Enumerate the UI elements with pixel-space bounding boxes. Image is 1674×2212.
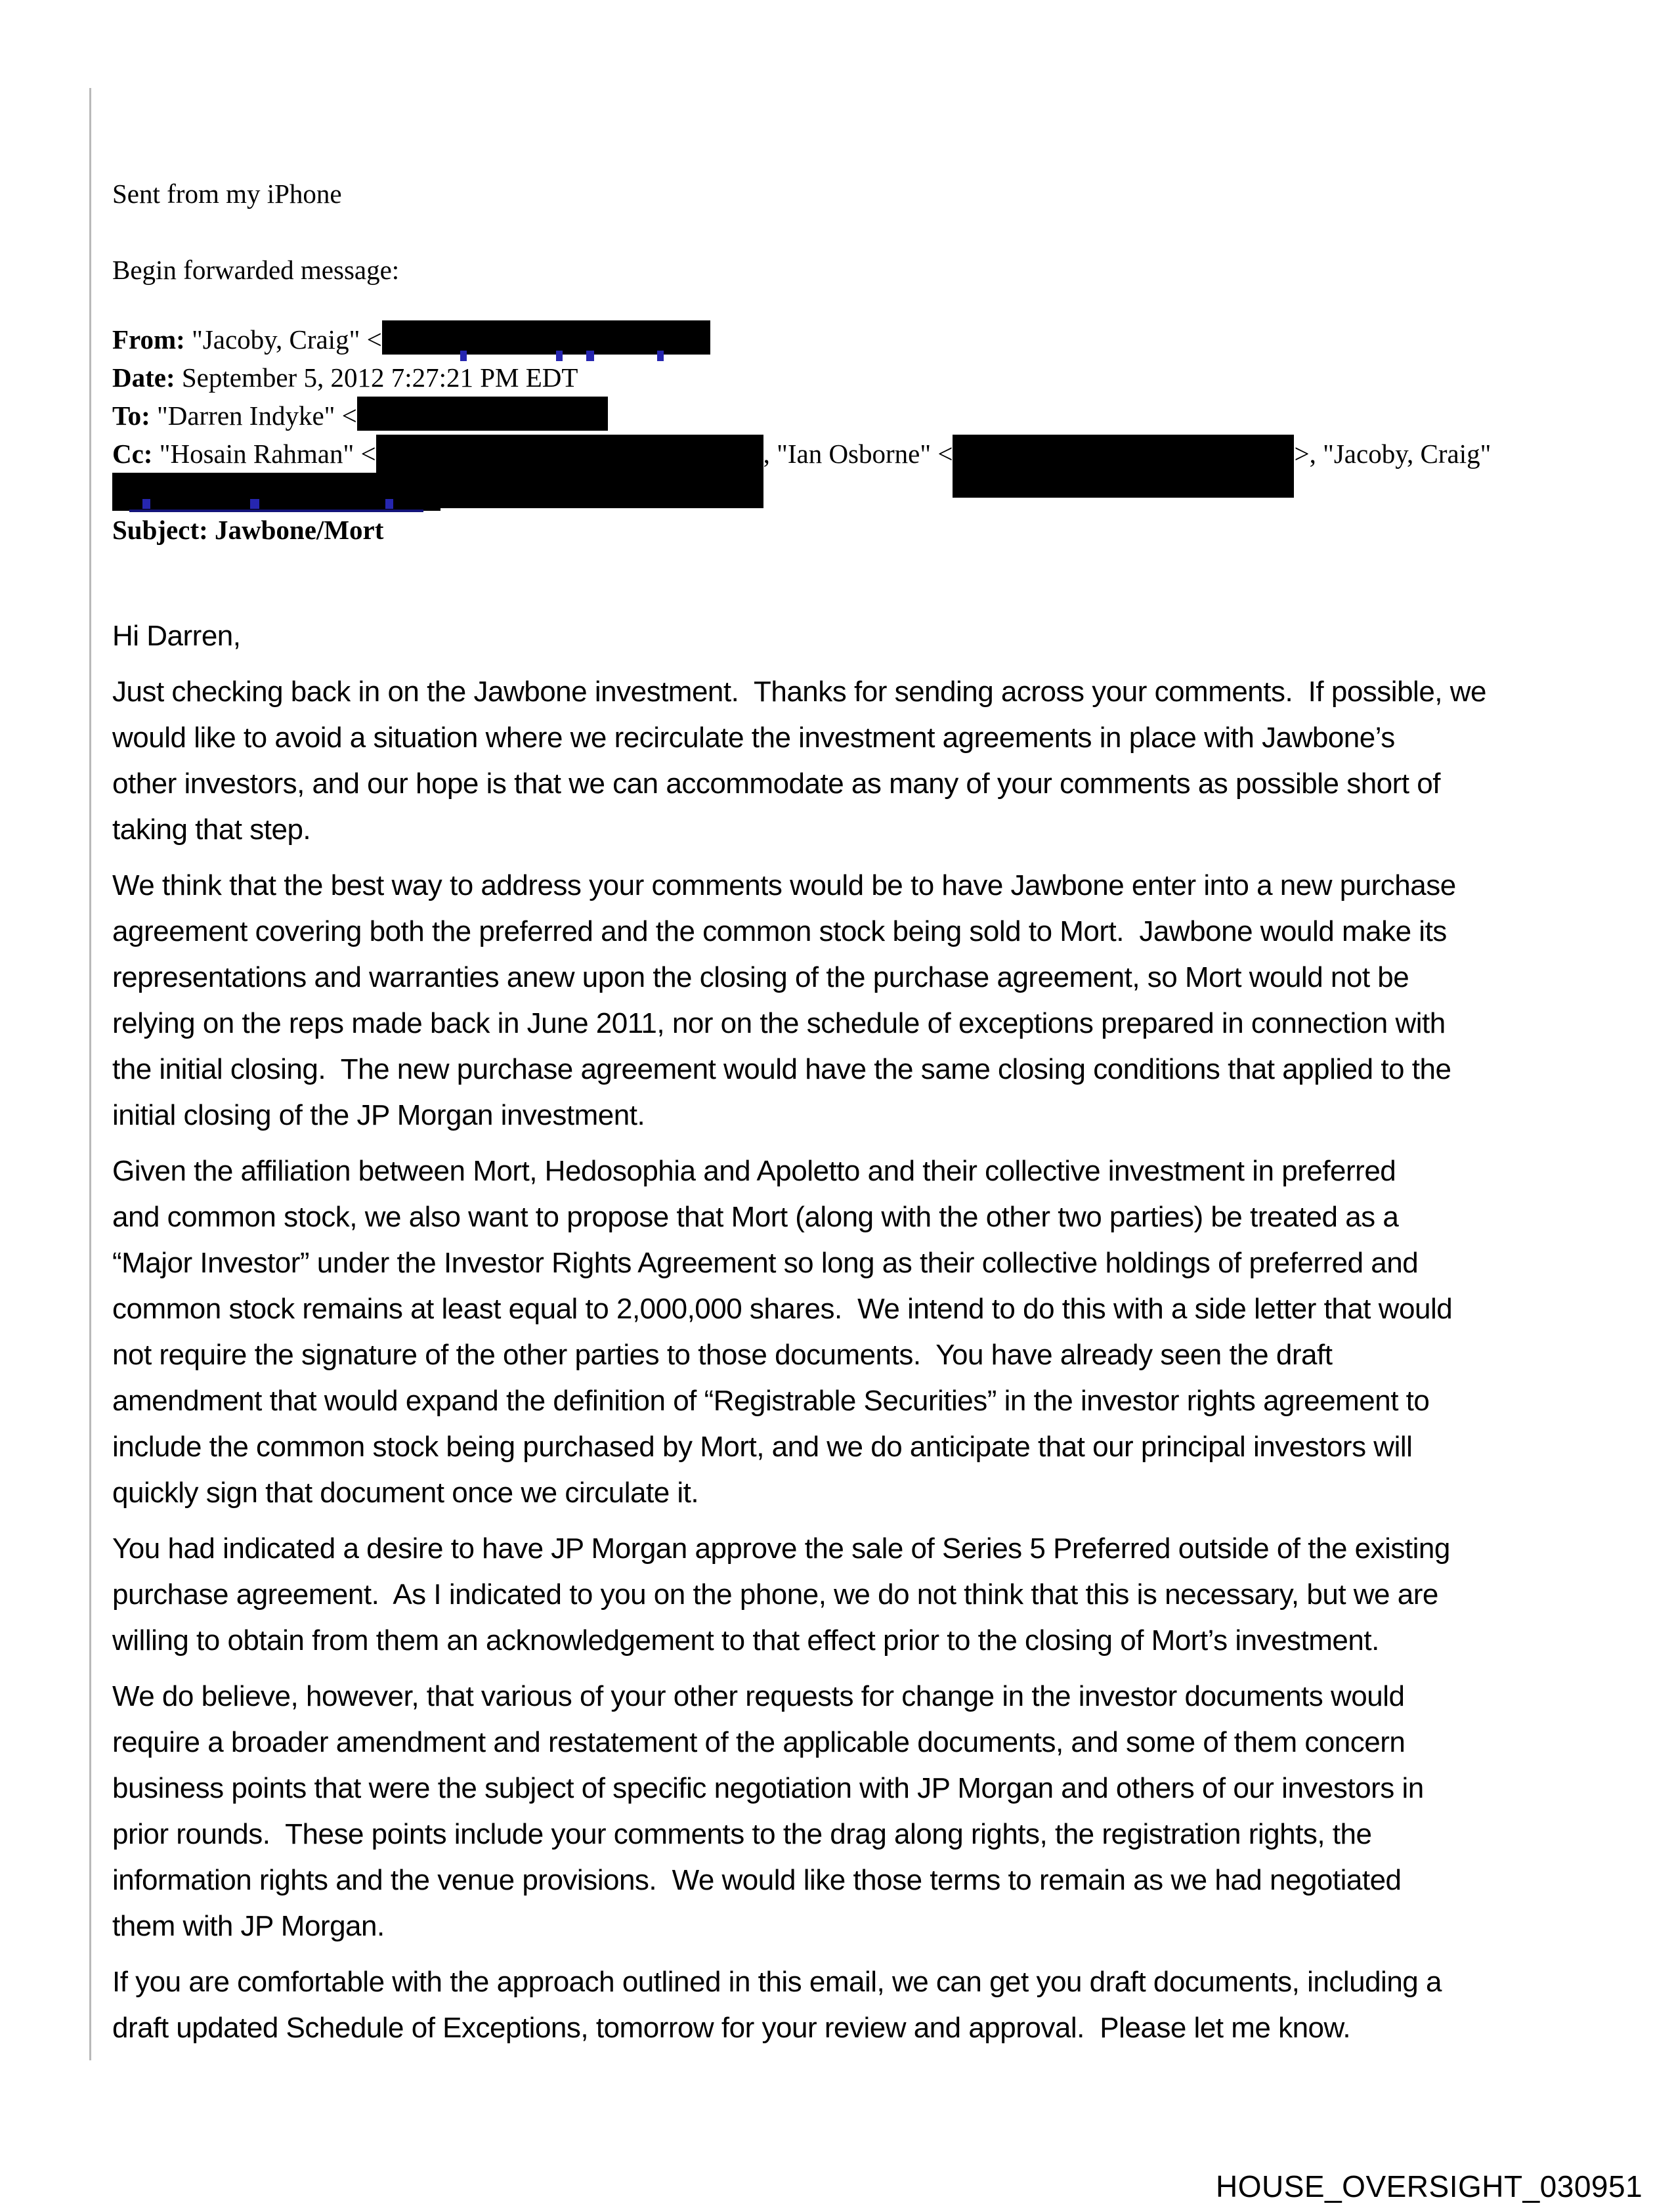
body-line: If you are comfortable with the approach outlined in this email, we can get you draft documents, including a [112, 1966, 1442, 1998]
body-line: agreement covering both the preferred and the common stock being sold to Mort. Jawbone would make its [112, 915, 1447, 947]
cc-value-2: , "Ian Osborne" < [763, 439, 953, 469]
redaction-from-address [382, 320, 710, 355]
header-subject [112, 511, 1648, 549]
body-line: business points that were the subject of specific negotiation with JP Morgan and others of our investors in [112, 1772, 1424, 1804]
header-cc-continuation [112, 473, 1648, 511]
body-line: taking that step. [112, 813, 311, 846]
paragraph [112, 1959, 1486, 2051]
redacted-link-descender [250, 499, 259, 509]
body-line: You had indicated a desire to have JP Morgan approve the sale of Series 5 Preferred outside of the existing [112, 1532, 1450, 1565]
body-line: draft updated Schedule of Exceptions, tomorrow for your review and approval. Please let me know. [112, 2012, 1351, 2044]
body-line: and common stock, we also want to propose that Mort (along with the other two parties) be treated as a [112, 1201, 1399, 1233]
body-line: would like to avoid a situation where we recirculate the investment agreements in place with Jawbone’s [112, 722, 1395, 754]
paragraph [112, 1526, 1486, 1664]
quote-bar [89, 88, 91, 2060]
body-line: prior rounds. These points include your comments to the drag along rights, the registration rights, the [112, 1818, 1372, 1850]
signature-line: Sent from my iPhone [112, 179, 342, 209]
redacted-link-descender [556, 351, 563, 361]
body-line: “Major Investor” under the Investor Rights Agreement so long as their collective holdings of preferred and [112, 1247, 1419, 1279]
from-label: From: [112, 324, 185, 355]
body-line: We think that the best way to address your comments would be to have Jawbone enter into a new purchase [112, 869, 1456, 901]
body-line: We do believe, however, that various of your other requests for change in the investor documents would [112, 1680, 1405, 1712]
body-line: include the common stock being purchased by Mort, and we do anticipate that our principal investors will [112, 1431, 1413, 1463]
header-to [112, 397, 1648, 435]
redacted-link-underline [129, 510, 423, 512]
redacted-link-descender [142, 499, 150, 509]
body-line: not require the signature of the other parties to those documents. You have already seen the draft [112, 1339, 1333, 1371]
body-line: relying on the reps made back in June 2011, nor on the schedule of exceptions prepared in connection with [112, 1007, 1446, 1039]
body-line: quickly sign that document once we circulate it. [112, 1477, 699, 1509]
body-line: purchase agreement. As I indicated to you on the phone, we do not think that this is necessary, but we are [112, 1578, 1438, 1611]
redacted-link-descender [460, 351, 467, 361]
body-line: Hi Darren, [112, 620, 241, 652]
body-line: initial closing of the JP Morgan investment. [112, 1099, 645, 1131]
body-line: other investors, and our hope is that we can accommodate as many of your comments as possible short of [112, 768, 1440, 800]
cc-value-1: "Hosain Rahman" < [152, 439, 376, 469]
cc-value-3: >, "Jacoby, Craig" [1294, 439, 1492, 469]
date-value: September 5, 2012 7:27:21 PM EDT [175, 362, 578, 393]
body-line: Given the affiliation between Mort, Hedosophia and Apoletto and their collective investment in preferred [112, 1155, 1396, 1187]
redaction-cc-address-1 [376, 435, 763, 469]
body-line: require a broader amendment and restatement of the applicable documents, and some of them concern [112, 1726, 1406, 1758]
subject-value: Jawbone/Mort [207, 515, 384, 545]
body-line: Just checking back in on the Jawbone investment. Thanks for sending across your comments. If possible, we [112, 676, 1486, 708]
paragraph [112, 863, 1486, 1139]
header-cc [112, 435, 1648, 473]
paragraph [112, 613, 1486, 659]
redacted-link-descender [586, 351, 594, 361]
header-date [112, 358, 1648, 397]
subject-label: Subject: [112, 515, 208, 545]
to-label: To: [112, 401, 150, 431]
redaction-cc-address-2 [953, 435, 1294, 469]
body-line: representations and warranties anew upon the closing of the purchase agreement, so Mort would not be [112, 961, 1409, 993]
body-line: willing to obtain from them an acknowledgement to that effect prior to the closing of Mort’s investment. [112, 1624, 1379, 1657]
forward-notice: Begin forwarded message: [112, 255, 400, 285]
date-label: Date: [112, 362, 175, 393]
email-headers [112, 320, 1648, 549]
body-line: amendment that would expand the definition of “Registrable Securities” in the investor rights agreement to [112, 1385, 1430, 1417]
header-from [112, 320, 1648, 358]
body-line: them with JP Morgan. [112, 1910, 385, 1942]
cc-label: Cc: [112, 439, 153, 469]
redaction-to-address [357, 397, 608, 431]
to-value: "Darren Indyke" < [150, 401, 357, 431]
body-line: information rights and the venue provisions. We would like those terms to remain as we had negotiated [112, 1864, 1402, 1896]
paragraph [112, 1674, 1486, 1949]
bates-number: HOUSE_OVERSIGHT_030951 [1216, 2169, 1643, 2203]
email-body-paragraphs [112, 613, 1486, 2061]
paragraph [112, 669, 1486, 853]
from-value: "Jacoby, Craig" < [184, 324, 382, 355]
redacted-link-descender [385, 499, 393, 509]
body-line: the initial closing. The new purchase agreement would have the same closing conditions that applied to the [112, 1053, 1451, 1085]
paragraph [112, 1148, 1486, 1516]
body-line: common stock remains at least equal to 2,000,000 shares. We intend to do this with a side letter that would [112, 1293, 1453, 1325]
redacted-link-descender [657, 351, 664, 361]
